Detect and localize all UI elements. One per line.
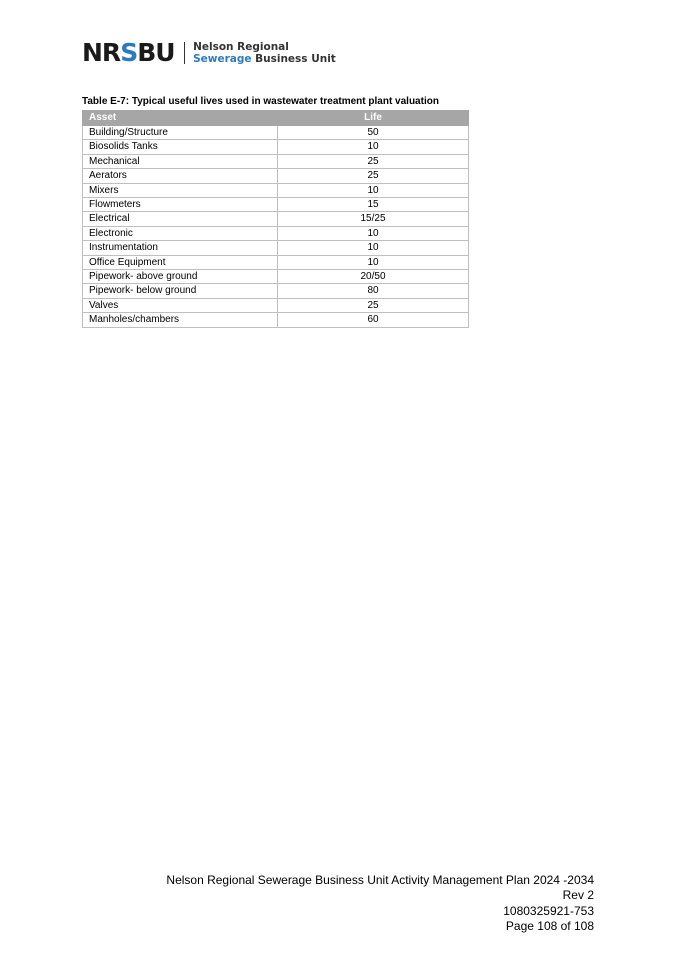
logo-line2-rest: Business Unit — [251, 53, 336, 65]
table-row — [83, 126, 469, 140]
nrsbu-logo — [82, 38, 336, 68]
table-row — [83, 198, 469, 212]
table-row — [83, 226, 469, 240]
life-cell: 15 — [278, 198, 469, 212]
table-row — [83, 140, 469, 154]
asset-cell: Flowmeters — [83, 198, 278, 212]
table-row — [83, 298, 469, 312]
table-row — [83, 212, 469, 226]
table-row — [83, 313, 469, 327]
asset-cell: Office Equipment — [83, 255, 278, 269]
asset-cell: Pipework- below ground — [83, 284, 278, 298]
table-row — [83, 154, 469, 168]
table-header-row — [83, 111, 469, 126]
logo-s: S — [120, 38, 138, 67]
life-cell: 15/25 — [278, 212, 469, 226]
logo-nr: NR — [82, 38, 121, 67]
page-footer — [166, 873, 594, 934]
footer-plan-title: Nelson Regional Sewerage Business Unit Activity Management Plan 2024 -2034 — [166, 873, 594, 887]
asset-cell: Mixers — [83, 183, 278, 197]
table-row — [83, 255, 469, 269]
logo-wordmark — [82, 38, 175, 68]
asset-cell: Electrical — [83, 212, 278, 226]
logo-text — [193, 41, 336, 66]
column-header-asset: Asset — [83, 111, 278, 126]
asset-cell: Mechanical — [83, 154, 278, 168]
logo-line2-highlight: Sewerage — [193, 53, 252, 65]
footer-document-id: 1080325921-753 — [503, 903, 594, 918]
logo-line1: Nelson Regional — [193, 40, 289, 53]
life-cell: 50 — [278, 126, 469, 140]
footer-page-number: Page 108 of 108 — [505, 918, 594, 933]
life-cell: 10 — [278, 255, 469, 269]
asset-cell: Valves — [83, 298, 278, 312]
useful-lives-table — [82, 110, 469, 328]
footer-revision: Rev 2 — [562, 888, 594, 903]
life-cell: 10 — [278, 241, 469, 255]
life-cell: 25 — [278, 154, 469, 168]
asset-cell: Electronic — [83, 226, 278, 240]
life-cell: 10 — [278, 183, 469, 197]
life-cell: 60 — [278, 313, 469, 327]
table-row — [83, 241, 469, 255]
table-row — [83, 270, 469, 284]
logo-line2 — [193, 53, 336, 66]
life-cell: 20/50 — [278, 270, 469, 284]
life-cell: 10 — [278, 140, 469, 154]
asset-cell: Biosolids Tanks — [83, 140, 278, 154]
life-cell: 25 — [278, 169, 469, 183]
life-cell: 25 — [278, 298, 469, 312]
asset-cell: Building/Structure — [83, 126, 278, 140]
table-row — [83, 183, 469, 197]
asset-cell: Aerators — [83, 169, 278, 183]
life-cell: 80 — [278, 284, 469, 298]
table-row — [83, 284, 469, 298]
asset-cell: Instrumentation — [83, 241, 278, 255]
table-row — [83, 169, 469, 183]
logo-bu: BU — [137, 38, 175, 67]
logo-divider — [184, 42, 186, 64]
asset-cell: Manholes/chambers — [83, 313, 278, 327]
column-header-life: Life — [278, 111, 469, 126]
life-cell: 10 — [278, 226, 469, 240]
asset-cell: Pipework- above ground — [83, 270, 278, 284]
table-title: Table E-7: Typical useful lives used in wastewater treatment plant valuation — [82, 96, 439, 107]
